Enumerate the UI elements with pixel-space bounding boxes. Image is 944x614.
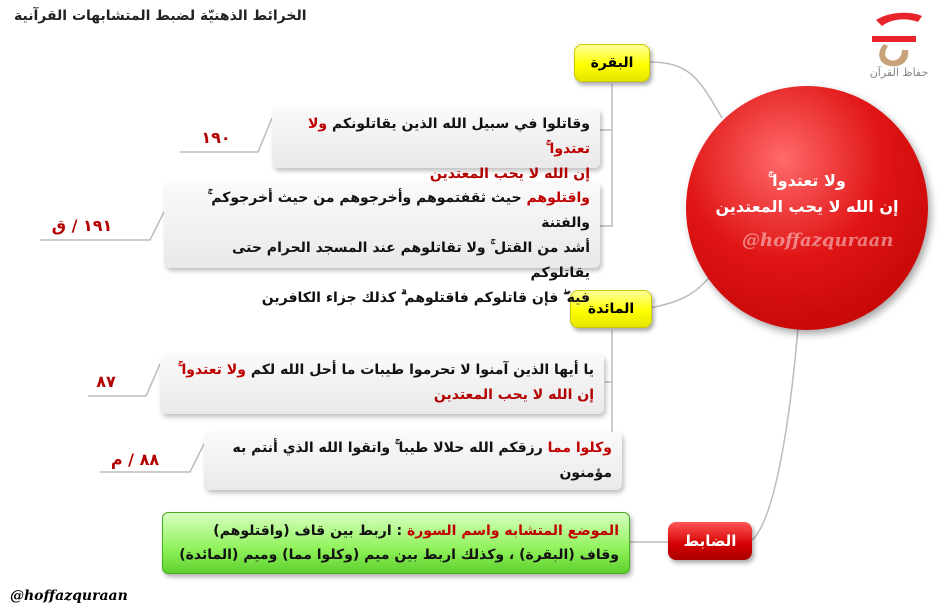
- verse-box-190: [272, 108, 600, 182]
- verse-line: [170, 358, 594, 383]
- watermark: @hoffazquraan: [742, 230, 894, 251]
- verse-ref-87: ٨٧: [96, 372, 116, 391]
- verse-ref-88: ٨٨ / م: [110, 450, 160, 469]
- verse-line-2: إن الله لا يحب المعتدين: [433, 387, 594, 403]
- page-title: الخرائط الذهنيّة لضبط المتشابهات القرآنية: [14, 8, 307, 24]
- verse-line: [282, 112, 590, 162]
- verse-box-87: [160, 354, 604, 414]
- verse-line-2: مؤمنون: [559, 465, 612, 481]
- verse-highlight: ولا تعتدوا ۚ: [307, 116, 590, 157]
- logo-text: حفاظ القرآن: [869, 66, 929, 79]
- verse-line: [214, 436, 612, 461]
- verse-ref-191: ١٩١ / ق: [51, 216, 113, 235]
- verse-highlight: وكلوا مما: [547, 440, 612, 456]
- verse-highlight: واقتلوهم: [526, 190, 590, 206]
- rule-line: [173, 519, 619, 543]
- verse-line-2: أشد من القتل ۚ ولا تقاتلوهم عند المسجد الحرام حتى يقاتلوكم: [231, 240, 590, 281]
- central-line-2: إن الله لا يحب المعتدين: [715, 197, 899, 216]
- rule-text: : اربط بين قاف (واقتلوهم): [213, 523, 403, 539]
- rule-line-2: وقاف (البقرة) ، وكذلك اربط بين ميم (وكلوا مما) وميم (المائدة): [179, 547, 619, 563]
- verse-box-88: [204, 432, 622, 490]
- central-node-text: [686, 168, 928, 220]
- social-handle: @hoffazquraan: [10, 588, 128, 604]
- verse-text: وقاتلوا في سبيل الله الذين يقاتلونكم: [331, 116, 590, 132]
- surah-node-baqara[interactable]: البقرة: [574, 44, 650, 82]
- rule-node[interactable]: الضابط: [668, 522, 752, 560]
- surah-node-maida[interactable]: المائدة: [570, 290, 652, 328]
- connector-baqara-v1: [599, 84, 612, 130]
- connector-baqara: [650, 62, 722, 118]
- connector-baqara-v2: [600, 130, 612, 226]
- verse-highlight: ولا تعتدوا ۚ: [177, 362, 246, 378]
- rule-highlight: الموضع المتشابه واسم السورة: [407, 523, 619, 539]
- verse-line-2: إن الله لا يحب المعتدين: [429, 166, 590, 182]
- verse-box-191: [164, 182, 600, 306]
- connector-maida-v1: [605, 330, 612, 382]
- verse-line: [174, 186, 590, 236]
- connector-dabit: [752, 328, 798, 540]
- verse-line-3: فيه ۖ فإن قاتلوكم فاقتلوهم ۗ كذلك جزاء الكافرين: [261, 290, 590, 306]
- verse-text: يا أيها الذين آمنوا لا تحرموا طيبات ما أحل الله لكم: [250, 362, 594, 378]
- verse-text: رزقكم الله حلالا طيبا ۚ واتقوا الله الذي أنتم به: [232, 440, 543, 456]
- rule-box: [162, 512, 630, 574]
- central-line-1: ولا تعتدوا ۚ: [768, 171, 846, 190]
- verse-ref-190: ١٩٠: [201, 128, 231, 147]
- verse-text: حيث ثقفتموهم وأخرجوهم من حيث أخرجوكم ۚ والفتنة: [207, 190, 590, 231]
